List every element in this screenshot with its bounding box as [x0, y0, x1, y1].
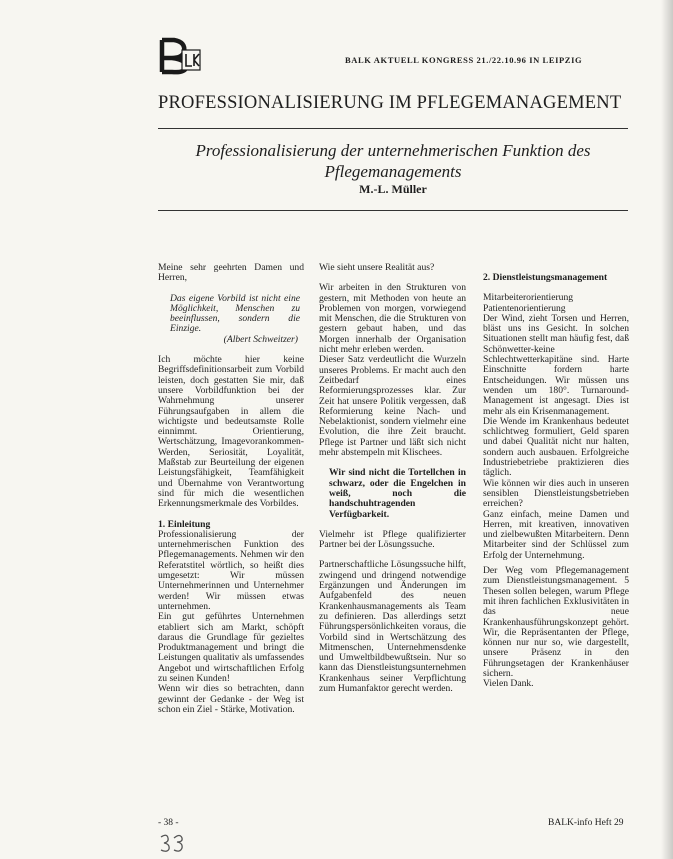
paragraph: Wenn wir dies so betrachten, dann gewinnt der Gedanke - der Weg ist schon ein Ziel - Stärke, Motivation.: [158, 683, 304, 715]
highlighted-statement: Wir sind nicht die Tortellchen in schwarz, oder die Engelchen in weiß, noch die handschuhtragenden Verfügbarkeit.: [329, 467, 466, 520]
journal-footer: BALK-info Heft 29: [548, 818, 624, 828]
paragraph: Partnerschaftliche Lösungssuche hilft, zwingend und dringend notwendige Ergänzungen und Änderungen im Aufgabenfeld des neuen Krankenhausmanagements als Team zu definieren. Das allerdings setzt Führungspersönlichkeiten voraus, die Vorbild sind in Wertschätzung des Mitmenschen, Unternehmensdenke und Umweltbildbewußtsein. Nur so kann das Dienstleistungsunternehmen Krankenhaus seiner Verpflichtung zum Humanfaktor gerecht werden.: [319, 559, 466, 694]
paragraph: Ganz einfach, meine Damen und Herren, mit kreativen, innovativen und zielbewußten Mitarbeitern. Denn Mitarbeiter sind der Schlüssel zum Erfolg der Unternehmung.: [483, 508, 629, 561]
epigraph-quote: Das eigene Vorbild ist nicht eine Möglichkeit, Menschen zu beeinflussen, sondern die Einzige.: [170, 292, 300, 335]
page-edge-shadow: [661, 0, 673, 859]
paragraph: Der Weg vom Pflegemanagement zum Dienstleistungsmanagement. 5 Thesen sollen belegen, warum Pflege mit ihren fachlichen Exklusivitäten in das neue Krankenhausführungskonzept gehört. Wir, die Repräsentanten der Pflege, können nur nur so, wie dargestellt, unsere Präsenz in den Führungsetagen der Krankenhäuser sichern.: [483, 565, 629, 679]
text-column-1: [158, 263, 304, 715]
paragraph: Vielmehr ist Pflege qualifizierter Partner bei der Lösungssuche.: [319, 528, 466, 551]
orientation-items: Mitarbeiterorientierung Patientenorientierung: [483, 292, 574, 314]
closing-thanks: Vielen Dank.: [483, 678, 534, 690]
paragraph: Dieser Satz verdeutlicht die Wurzeln unseres Problems. Er macht auch den Zeitbedarf eines Reformierungsprozesses klar. Zur Zeit hat unsere Politik vergessen, daß Reformierung keine Nach- und Nebelaktionist, sondern vielmehr eine Evolution, die ihre Zeit braucht. Pflege ist Partner und läßt sich nicht mehr abstempeln mit Klischees.: [319, 354, 466, 459]
section-heading: 1. Einleitung: [158, 518, 211, 530]
question-line: Wie sieht unsere Realität aus?: [319, 262, 435, 273]
paragraph: Wie können wir dies auch in unseren sensiblen Dienstleistungsbetrieben erreichen?: [483, 477, 629, 510]
text-column-2: [319, 263, 466, 694]
conference-header: BALK AKTUELL KONGRESS 21./22.10.96 IN LEIPZIG: [345, 55, 583, 65]
page-number: - 38 -: [158, 818, 179, 828]
paragraph: Professionalisierung der unternehmerischen Funktion des Pflegemanagements. Nehmen wir den Referatstitel wörtlich, so heißt dies umgesetzt: Wir müssen Unternehmerinnen und Unternehmer werden! Wir müssen etwas unternehmen.: [158, 528, 304, 612]
title-rule: [158, 128, 628, 129]
greeting: Meine sehr geehrten Damen und Herren,: [158, 262, 304, 284]
article-subtitle: Professionalisierung der unternehmerischen Funktion des Pflegemanagements: [195, 141, 591, 181]
balk-logo: [158, 36, 204, 76]
paragraph: Die Wende im Krankenhaus bedeutet schlichtweg formuliert, Geld sparen und dabei Qualität nicht nur halten, sondern auch ausbauen. Erfolgreiche Industriebetriebe praktizieren dies täglich.: [483, 415, 629, 479]
section-heading: 2. Dienstleistungsmanagement: [483, 272, 608, 283]
paragraph: Der Wind, zieht Torsen und Herren, bläst uns ins Gesicht. In solchen Situationen stellt man häufig fest, daß Schönwetter-keine Schlechtwetterkapitäne sind. Harte Einschnitte fordern harte Entscheidungen. Wir müssen uns wenden um 180°. Turnaround-Management ist angesagt. Dies ist mehr als ein Krisenmanagement.: [483, 312, 629, 417]
intro-paragraph: Ich möchte hier keine Begriffsdefinitionsarbeit zum Vorbild leisten, doch gestatten Sie mir, daß unsere Vorbildfunktion bei der Wahrnehmung unserer Führungsaufgaben in allem die wichtigste und bedeutsamste Rolle einnimmt. Orientierung, Wertschätzung, Imagevorankommen-Werden, Seriosität, Loyalität, Maßstab zur Beurteilung der eigenen Leistungsfähigkeit, Teamfähigkeit und Übernahme von Verantwortung sind für mich die wesentlichen Erkennungsmerkmale des Vorbildes.: [158, 354, 304, 510]
epigraph-author: (Albert Schweitzer): [223, 333, 298, 345]
article-author: M.-L. Müller: [359, 182, 427, 196]
text-column-3: [483, 263, 629, 690]
page-title: PROFESSIONALISIERUNG IM PFLEGEMANAGEMENT: [158, 93, 622, 113]
paragraph: Wir arbeiten in den Strukturen von gestern, mit Methoden von heute an Problemen von morgen, vorwiegend mit Menschen, die die Strukturen von gestern gebaut haben, und das Morgen innerhalb der Organisation nicht mehr erleben werden.: [319, 282, 466, 356]
handwritten-mark: [158, 832, 188, 854]
paragraph: Ein gut geführtes Unternehmen etabliert sich am Markt, schöpft daraus die Grundlage für gezieltes Produktmanagement und bringt die Leistungen qualitativ als umfassendes Angebot und wirtschaftlichen Erfolg zu seinen Kunden!: [158, 611, 304, 684]
author-rule: [158, 210, 628, 211]
